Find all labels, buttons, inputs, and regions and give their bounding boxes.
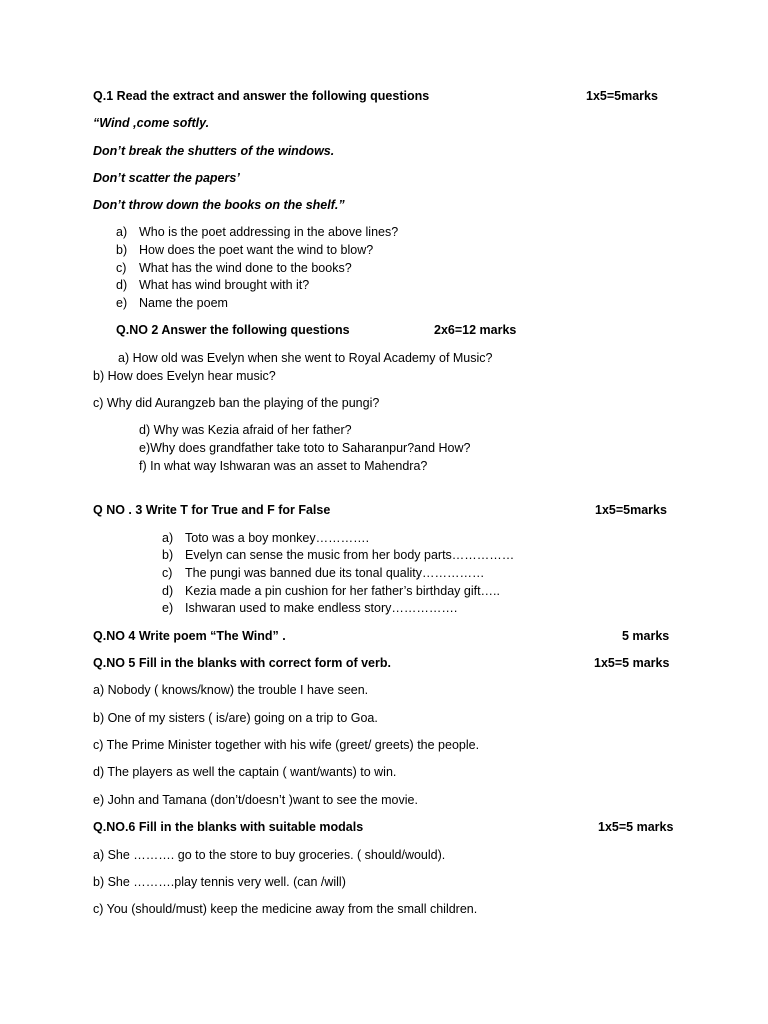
q1-item-label: a): [116, 225, 128, 239]
q2-marks: 2x6=12 marks: [434, 323, 517, 337]
q2-item: f) In what way Ishwaran was an asset to Mahendra?: [139, 459, 428, 473]
q1-item-label: b): [116, 243, 128, 257]
q2-item: b) How does Evelyn hear music?: [93, 369, 276, 383]
q1-item-text: Name the poem: [139, 296, 228, 310]
q2-item: d) Why was Kezia afraid of her father?: [139, 423, 352, 437]
q4-title: Q.NO 4 Write poem “The Wind” .: [93, 629, 286, 643]
q4-marks: 5 marks: [622, 629, 670, 643]
q1-item-label: d): [116, 278, 128, 292]
q6-item: c) You (should/must) keep the medicine away from the small children.: [93, 902, 478, 916]
q6-title: Q.NO.6 Fill in the blanks with suitable modals: [93, 820, 364, 834]
q1-extract-line: Don’t throw down the books on the shelf.”: [93, 198, 345, 212]
q3-item-label: e): [162, 601, 174, 615]
q3-title: Q NO . 3 Write T for True and F for False: [93, 503, 331, 517]
q1-title: Q.1 Read the extract and answer the following questions: [93, 89, 430, 103]
q1-item-text: How does the poet want the wind to blow?: [139, 243, 374, 257]
q5-item: c) The Prime Minister together with his wife (greet/ greets) the people.: [93, 738, 480, 752]
q3-item-text: Kezia made a pin cushion for her father’s birthday gift…..: [185, 584, 500, 598]
q5-item: a) Nobody ( knows/know) the trouble I have seen.: [93, 683, 369, 697]
q3-item-label: d): [162, 584, 174, 598]
q2-item: c) Why did Aurangzeb ban the playing of the pungi?: [93, 396, 380, 410]
q3-marks: 1x5=5marks: [595, 503, 667, 517]
q1-item-label: e): [116, 296, 128, 310]
q1-item-text: What has the wind done to the books?: [139, 261, 352, 275]
q2-item: a) How old was Evelyn when she went to Royal Academy of Music?: [118, 351, 493, 365]
q5-item: d) The players as well the captain ( want/wants) to win.: [93, 765, 397, 779]
q1-extract-line: Don’t break the shutters of the windows.: [93, 144, 335, 158]
q5-item: e) John and Tamana (don’t/doesn’t )want to see the movie.: [93, 793, 418, 807]
q6-item: b) She ……….play tennis very well. (can /will): [93, 875, 346, 889]
q6-marks: 1x5=5 marks: [598, 820, 674, 834]
q5-marks: 1x5=5 marks: [594, 656, 670, 670]
q2-title: Q.NO 2 Answer the following questions: [116, 323, 350, 337]
q5-title: Q.NO 5 Fill in the blanks with correct form of verb.: [93, 656, 391, 670]
q3-item-label: c): [162, 566, 173, 580]
q5-item: b) One of my sisters ( is/are) going on a trip to Goa.: [93, 711, 378, 725]
q3-item-text: Toto was a boy monkey………….: [185, 531, 370, 545]
q3-item-label: a): [162, 531, 174, 545]
q3-item-text: Evelyn can sense the music from her body parts……………: [185, 548, 515, 562]
q1-marks: 1x5=5marks: [586, 89, 658, 103]
q3-item-text: Ishwaran used to make endless story…………….: [185, 601, 458, 615]
q1-item-text: What has wind brought with it?: [139, 278, 310, 292]
q3-item-text: The pungi was banned due its tonal quality……………: [185, 566, 485, 580]
q2-item: e)Why does grandfather take toto to Saharanpur?and How?: [139, 441, 471, 455]
q1-item-label: c): [116, 261, 127, 275]
q1-item-text: Who is the poet addressing in the above lines?: [139, 225, 399, 239]
q1-extract-line: “Wind ,come softly.: [93, 116, 210, 130]
q1-extract-line: Don’t scatter the papers’: [93, 171, 240, 185]
q3-item-label: b): [162, 548, 174, 562]
q6-item: a) She ………. go to the store to buy groceries. ( should/would).: [93, 848, 446, 862]
